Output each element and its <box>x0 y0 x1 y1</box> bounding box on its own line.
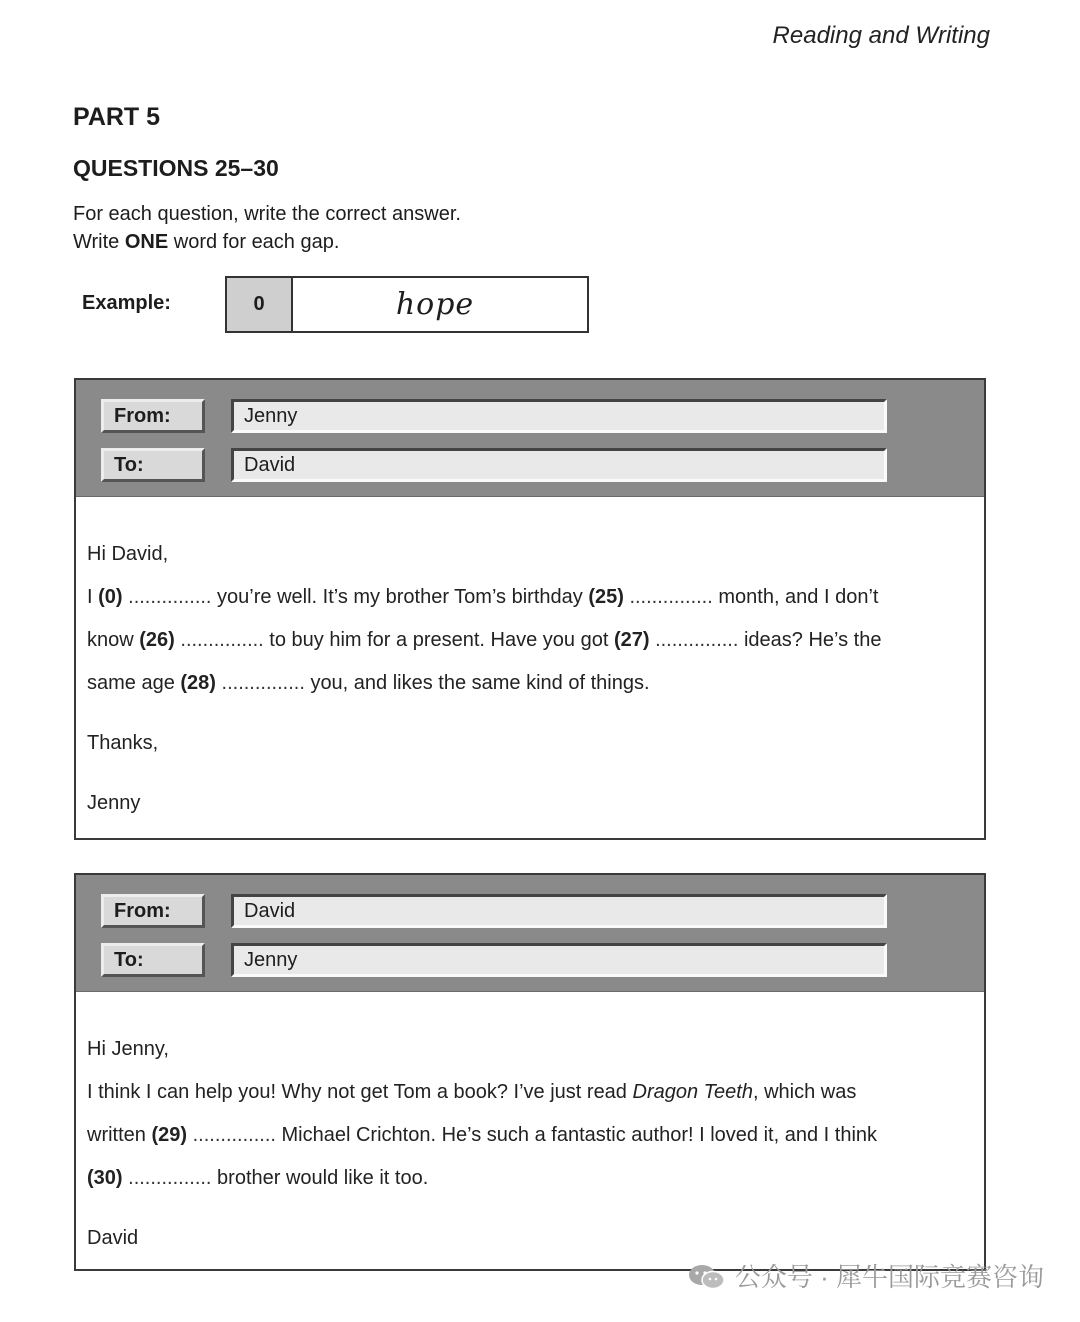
instructions <box>73 200 461 256</box>
body-line-3: (30) ............... brother would like it too. <box>87 1167 429 1189</box>
gap-26-label: (26) <box>139 629 175 651</box>
watermark <box>687 1257 1044 1294</box>
gap-29-label: (29) <box>151 1124 188 1146</box>
signoff: Thanks, <box>87 732 159 754</box>
email-david-to-jenny <box>74 873 986 1271</box>
to-field: Jenny <box>231 943 887 977</box>
gap-28-label: (28) <box>180 672 216 694</box>
example-number: 0 <box>227 278 293 331</box>
from-field: Jenny <box>231 399 887 433</box>
email-body <box>76 497 984 825</box>
wechat-icon <box>687 1263 727 1289</box>
questions-title: QUESTIONS 25–30 <box>73 155 279 181</box>
email-body <box>76 992 984 1260</box>
gap-26: ............... <box>174 629 270 651</box>
gap-27-label: (27) <box>613 629 650 651</box>
gap-27: ............... <box>649 629 744 651</box>
signature: David <box>87 1227 139 1249</box>
gap-30: ............... <box>122 1167 218 1189</box>
example-label: Example: <box>82 292 171 314</box>
example-answer: hope <box>395 287 475 322</box>
body-line-1: I think I can help you! Why not get Tom a book? I’ve just read Dragon Teeth, which was <box>87 1081 857 1103</box>
body-line-2: written (29) ............... Michael Crichton. He’s such a fantastic author! I loved it, and I think <box>87 1124 878 1146</box>
watermark-text: 公众号 · 犀牛国际竞赛咨询 <box>734 1262 1044 1292</box>
gap-0: ............... <box>122 586 218 608</box>
to-label: To: <box>101 448 205 482</box>
greeting: Hi David, <box>87 543 169 565</box>
greeting: Hi Jenny, <box>87 1038 169 1060</box>
email-header <box>76 875 984 992</box>
body-line-3: same age (28) ............... you, and likes the same kind of things. <box>87 672 650 694</box>
body-line-2: know (26) ............... to buy him for a present. Have you got (27) ............... ideas? He’s the <box>87 629 882 651</box>
book-title: Dragon Teeth <box>632 1081 753 1103</box>
body-line-1: I (0) ............... you’re well. It’s my brother Tom’s birthday (25) ............... month, and I don’t <box>87 586 879 608</box>
section-title: Reading and Writing <box>772 22 990 49</box>
gap-29: ............... <box>187 1124 282 1146</box>
instruction-line-1: For each question, write the correct answer. <box>73 203 461 225</box>
from-label: From: <box>101 894 205 928</box>
email-jenny-to-david <box>74 378 986 840</box>
signature: Jenny <box>87 792 141 814</box>
gap-28: ............... <box>215 672 311 694</box>
gap-25: ............... <box>623 586 719 608</box>
from-field: David <box>231 894 887 928</box>
email-header <box>76 380 984 497</box>
gap-25-label: (25) <box>588 586 624 608</box>
to-label: To: <box>101 943 205 977</box>
example-box <box>225 276 589 333</box>
from-label: From: <box>101 399 205 433</box>
gap-30-label: (30) <box>87 1167 123 1189</box>
instruction-line-2: Write ONE word for each gap. <box>73 231 340 253</box>
part-title: PART 5 <box>73 103 161 131</box>
to-field: David <box>231 448 887 482</box>
gap-0-label: (0) <box>98 586 123 608</box>
